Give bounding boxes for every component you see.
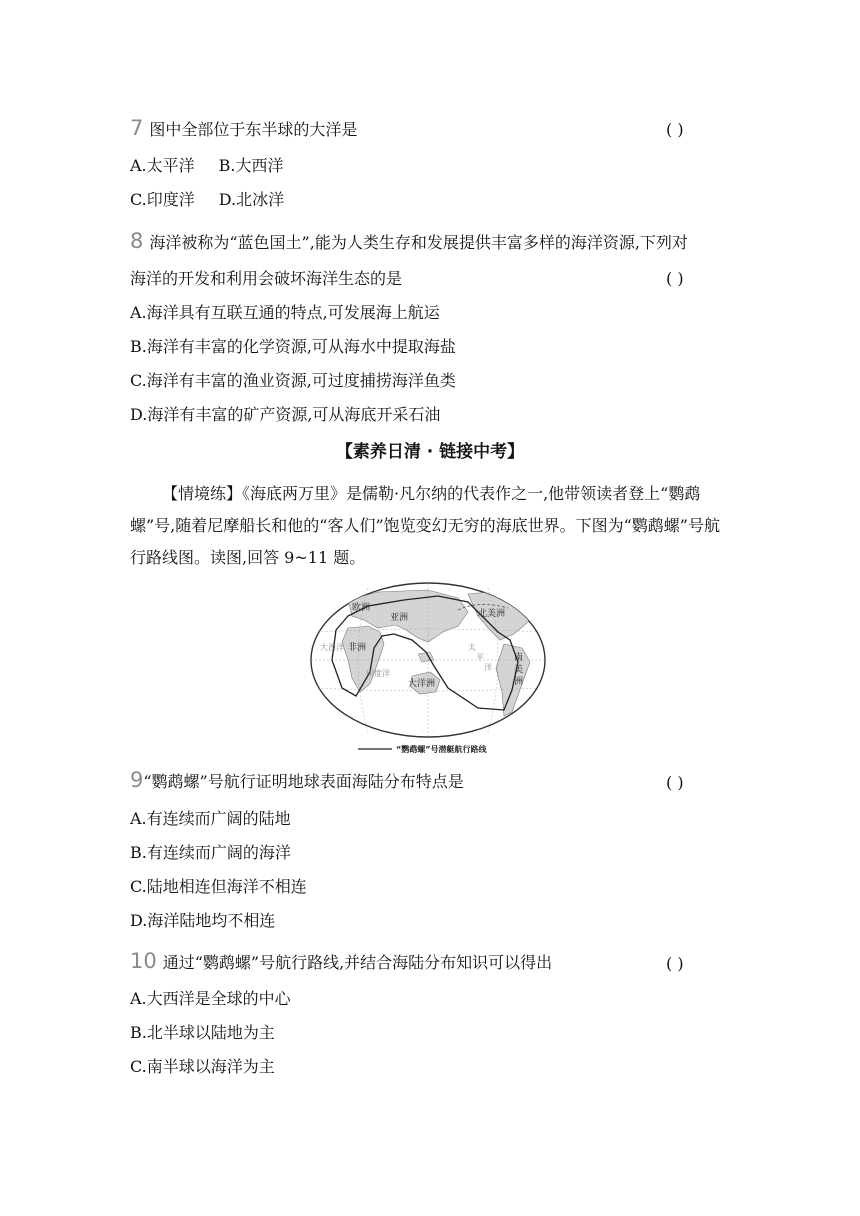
question-text: 海洋被称为“蓝色国土”,能为人类生存和发展提供丰富多样的海洋资源,下列对 — [149, 233, 688, 252]
question-8-stem — [130, 230, 688, 254]
context-paragraph: 【情境练】《海底两万里》是儒勒·凡尔纳的代表作之一,他带领读者登上“鹦鹉螺”号,随着尼摩船长和他的“客人们”饱览变幻无穷的海底世界。下图为“鹦鹉螺”号航行路线图。读图,回答 9~11 题。 — [130, 484, 720, 567]
option-a: A.太平洋 — [130, 156, 195, 175]
question-9-stem — [130, 769, 464, 793]
question-text: 通过“鹦鹉螺”号航行路线,并结合海陆分布知识可以得出 — [162, 953, 553, 972]
answer-bracket: ( ) — [666, 954, 684, 973]
voyage-route-map — [308, 580, 548, 756]
question-text: “鹦鹉螺”号航行证明地球表面海陆分布特点是 — [143, 772, 464, 791]
option-row — [130, 189, 284, 211]
option-c: C.海洋有丰富的渔业资源,可过度捕捞海洋鱼类 — [130, 371, 456, 390]
label-pacific: 太 — [468, 643, 476, 652]
label-pacific: 洋 — [484, 663, 492, 672]
option-a: A.大西洋是全球的中心 — [130, 989, 291, 1008]
option-d: D.海洋有丰富的矿产资源,可从海底开采石油 — [130, 405, 441, 424]
option-row — [130, 155, 284, 177]
option-b: B.大西洋 — [218, 156, 284, 175]
question-10-stem — [130, 950, 552, 974]
answer-bracket: ( ) — [666, 120, 684, 139]
question-number: 9 — [130, 768, 144, 792]
label-africa: 非洲 — [348, 643, 367, 653]
option-b: B.北半球以陆地为主 — [130, 1023, 275, 1042]
option-d: D.海洋陆地均不相连 — [130, 911, 276, 930]
map-legend: “鹦鹉螺”号潜艇航行路线 — [396, 745, 487, 754]
label-indian-ocean: 印度洋 — [366, 669, 390, 678]
option-b: B.有连续而广阔的海洋 — [130, 843, 291, 862]
label-north-america: 北美洲 — [478, 609, 506, 619]
option-c: C.陆地相连但海洋不相连 — [130, 877, 307, 896]
option-b: B.海洋有丰富的化学资源,可从海水中提取海盐 — [130, 337, 456, 356]
option-a: A.海洋具有互联互通的特点,可发展海上航运 — [130, 303, 440, 322]
question-number: 7 — [130, 116, 144, 140]
question-7-stem — [130, 117, 357, 141]
answer-bracket: ( ) — [666, 269, 684, 288]
label-oceania: 大洋洲 — [408, 679, 436, 689]
label-pacific: 平 — [476, 653, 484, 662]
option-a: A.有连续而广阔的陆地 — [130, 809, 291, 828]
label-atlantic: 大西洋 — [320, 643, 344, 652]
option-c: C.印度洋 — [130, 190, 195, 209]
label-europe: 欧洲 — [352, 603, 371, 613]
label-south-america: 美 — [514, 665, 524, 675]
question-number: 10 — [130, 949, 157, 973]
label-south-america: 洲 — [514, 677, 524, 687]
section-heading: 【素养日清 · 链接中考】 — [335, 442, 525, 462]
label-asia: 亚洲 — [390, 613, 409, 623]
label-south-america: 南 — [514, 653, 524, 663]
answer-bracket: ( ) — [666, 773, 684, 792]
question-text: 图中全部位于东半球的大洋是 — [149, 120, 358, 139]
question-8-stem-cont: 海洋的开发和利用会破坏海洋生态的是 — [130, 269, 403, 288]
question-number: 8 — [130, 229, 144, 253]
option-d: D.北冰洋 — [218, 190, 285, 209]
option-c: C.南半球以海洋为主 — [130, 1057, 275, 1076]
